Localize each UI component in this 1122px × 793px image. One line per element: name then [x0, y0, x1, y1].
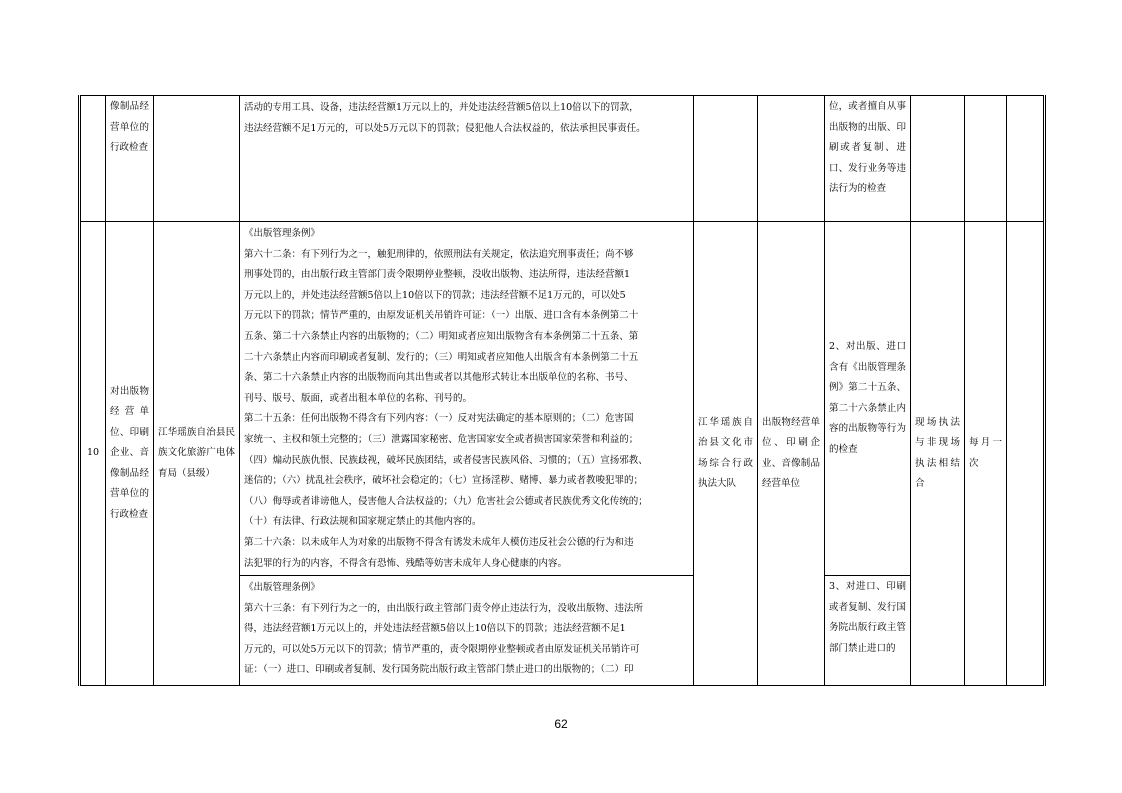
law-line: 第六十二条：有下列行为之一，触犯刑律的，依照刑法有关规定，依法追究刑事责任；尚不够	[244, 248, 634, 260]
law-line: 迷信的；（六）扰乱社会秩序，破坏社会稳定的；（七）宣扬淫秽、赌博、暴力或者教唆犯罪的；	[244, 475, 644, 487]
cell-law-text-a	[240, 222, 694, 576]
row-number: 10	[86, 447, 100, 459]
cell-frequency	[965, 222, 1007, 686]
cell-law-text-b	[240, 576, 694, 686]
cell-check-content	[825, 96, 911, 222]
check-content-text: 2、对出版、进口含有《出版管理条例》第二十五条、第二十六条禁止内容的出版物等行为的检查	[829, 341, 906, 455]
cell-item-name	[106, 222, 154, 686]
law-line: 万元的，可以处5万元以下的罚款；情节严重的，责令限期停业整顿或者由原发证机关吊销许可	[244, 643, 640, 655]
cell-authority-empty	[154, 96, 240, 222]
frequency-text: 每月一次	[969, 437, 1002, 469]
law-line: 万元以上的，并处违法经营额5倍以上10倍以下的罚款；违法经营额不足1万元的，可以处5	[244, 289, 626, 301]
table-row-continuation	[80, 96, 1045, 222]
cell-remarks	[1007, 222, 1045, 686]
cell-authority	[154, 222, 240, 686]
check-content-text: 位，或者擅自从事出版物的出版、印刷或者复制、进口、发行业务等违法行为的检查	[829, 101, 906, 194]
law-line: 第二十五条：任何出版物不得含有下列内容：（一）反对宪法确定的基本原则的；（二）危害国	[244, 413, 634, 425]
cell-number-empty	[80, 96, 106, 222]
law-line: 活动的专用工具、设备，违法经营额1万元以上的，并处违法经营额5倍以上10倍以下的罚款，	[244, 102, 639, 113]
cell-enforcement-empty	[694, 96, 758, 222]
cell-law-text	[240, 96, 694, 222]
law-title: 《出版管理条例》	[244, 228, 321, 239]
cell-check-content-a	[825, 222, 911, 576]
law-line: 条、第二十六条禁止内容的出版物而向其出售或者以其他形式转让本出版单位的名称、书号、	[244, 372, 634, 384]
cell-number	[80, 222, 106, 686]
law-line: 违法经营额不足1万元的，可以处5万元以下的罚款；侵犯他人合法权益的，依法承担民事责任。	[244, 122, 646, 134]
law-title: 《出版管理条例》	[244, 582, 321, 593]
item-name-text: 像制品经营单位的行政检查	[110, 101, 149, 153]
law-line: 证：（一）进口、印刷或者复制、发行国务院出版行政主管部门禁止进口的出版物的；（二）印	[244, 664, 634, 676]
cell-method-empty	[911, 96, 965, 222]
law-line: （四）煽动民族仇恨、民族歧视，破坏民族团结，或者侵害民族风俗、习惯的；（五）宣扬邪教、	[244, 454, 648, 466]
law-line: 刑事处罚的，由出版行政主管部门责令限期停业整顿，没收出版物、违法所得，违法经营额1	[244, 269, 631, 281]
law-line: 家统一、主权和领土完整的；（三）泄露国家秘密、危害国家安全或者损害国家荣誉和利益的；	[244, 433, 639, 445]
cell-item-name	[106, 96, 154, 222]
item-name-text: 对出版物经营单位、印刷企业、音像制品经营单位的行政检查	[110, 385, 149, 520]
method-text: 现场执法与非现场执法相结合	[915, 416, 960, 489]
table-row-10a	[80, 222, 1045, 576]
law-line: 第二十六条：以未成年人为对象的出版物不得含有诱发未成年人模仿违反社会公德的行为和违	[244, 536, 634, 548]
law-line: （八）侮辱或者诽谤他人，侵害他人合法权益的；（九）危害社会公德或者民族优秀文化传统的；	[244, 495, 648, 507]
target-text: 出版物经营单位、印刷企业、音像制品经营单位	[762, 416, 820, 489]
page-number: 62	[554, 717, 568, 731]
inspection-table	[78, 95, 1046, 686]
enforcement-body-text: 江华瑶族自治县文化市场综合行政执法大队	[698, 416, 753, 489]
cell-method	[911, 222, 965, 686]
law-line: 法犯罪的行为的内容，不得含有恐怖、残酷等妨害未成年人身心健康的内容。	[244, 557, 568, 569]
law-line: 得，违法经营额1万元以上的，并处违法经营额5倍以上10倍以下的罚款；违法经营额不足1	[244, 623, 626, 635]
law-line: 刊号、版号、版面，或者出租本单位的名称、刊号的。	[244, 392, 473, 404]
cell-remarks-empty	[1007, 96, 1045, 222]
check-content-text: 3、对进口、印刷或者复制、发行国务院出版行政主管部门禁止进口的	[829, 581, 906, 654]
authority-text: 江华瑶族自治县民族文化旅游广电体育局（县级）	[158, 426, 235, 479]
cell-check-content-b	[825, 576, 911, 686]
cell-frequency-empty	[965, 96, 1007, 222]
cell-enforcement-body	[694, 222, 758, 686]
law-line: 万元以下的罚款；情节严重的，由原发证机关吊销许可证：（一）出版、进口含有本条例第二十	[244, 310, 639, 322]
law-line: 二十六条禁止内容而印刷或者复制、发行的；（三）明知或者应知他人出版含有本条例第二十五	[244, 351, 639, 363]
cell-target-empty	[758, 96, 825, 222]
cell-target	[758, 222, 825, 686]
law-line: 第六十三条：有下列行为之一的，由出版行政主管部门责令停止违法行为，没收出版物、违法所	[244, 602, 644, 614]
law-line: （十）有法律、行政法规和国家规定禁止的其他内容的。	[244, 516, 482, 528]
law-line: 五条、第二十六条禁止内容的出版物的；（二）明知或者应知出版物含有本条例第二十五条、第	[244, 330, 639, 342]
